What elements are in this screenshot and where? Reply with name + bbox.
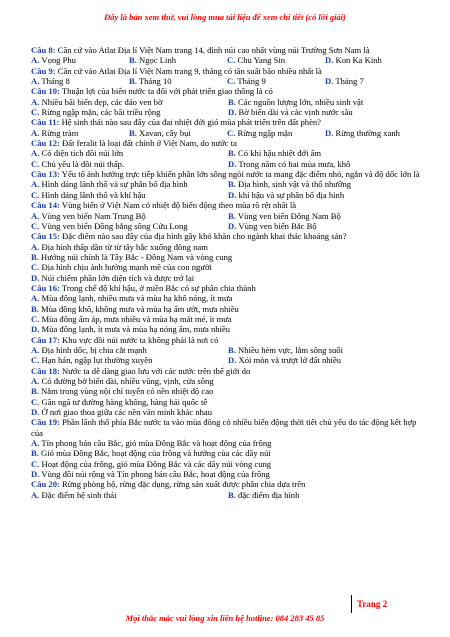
option-text: Vùng đồi núi rộng và Tín phong bán cầu Bắc, hoạt động của frông [41, 469, 270, 480]
answer-option [31, 252, 426, 262]
option-letter: B. [228, 489, 236, 500]
question-item [31, 335, 426, 366]
answer-option [31, 438, 426, 448]
option-letter: A. [31, 55, 40, 66]
option-text: Gần ngã tư đường hàng không, hàng hải quốc tế [41, 396, 208, 407]
question-label: Câu 13: [31, 169, 60, 180]
option-letter: B. [129, 76, 137, 87]
answer-option [325, 128, 423, 138]
option-letter: C. [227, 127, 236, 138]
option-letter: D. [228, 189, 237, 200]
answer-option [228, 190, 425, 200]
option-text: Có đường bờ biển dài, nhiều vũng, vịnh, cửa sông [41, 376, 214, 386]
option-text: Tháng 7 [335, 76, 364, 87]
option-text: Vùng ven biển Đồng bằng sông Cửu Long [41, 220, 188, 231]
question-text: Đặc điểm nào sau đây của địa hình gây khó khăn cho ngành khai thác khoáng sản? [62, 231, 347, 242]
option-letter: D. [31, 469, 40, 480]
answer-option [227, 76, 325, 86]
option-letter: B. [228, 179, 236, 190]
answer-option [31, 345, 228, 355]
answer-option [31, 386, 426, 396]
question-stem [31, 200, 426, 210]
answer-option [325, 55, 423, 65]
question-stem [31, 117, 426, 127]
question-item [31, 366, 426, 418]
answer-option [228, 355, 425, 365]
answer-option [325, 76, 423, 86]
option-text: Hướng núi chính là Tây Bắc - Đông Nam và vòng cung [41, 251, 233, 262]
option-text: Hình dáng lãnh thổ và sự phân bố địa hình [41, 179, 188, 190]
option-letter: C. [31, 355, 40, 366]
option-text: Rừng thường xanh [335, 127, 400, 138]
option-text: Mùa đông khô, không mưa và mùa hạ ẩm ướt, mưa nhiều [41, 303, 239, 314]
option-letter: D. [228, 220, 237, 231]
question-stem [31, 335, 426, 345]
hotline-footer: Mọi thắc mắc vui lòng xin liên hệ hotline: 084 283 45 85 [125, 613, 325, 623]
answer-option [31, 211, 228, 221]
option-letter: A. [31, 127, 40, 138]
question-item [31, 169, 426, 200]
answer-option [31, 314, 426, 324]
option-text: Rừng ngập mặn [237, 127, 293, 138]
option-text: Rừng tràm [41, 127, 79, 138]
answer-option [31, 159, 228, 169]
option-letter: B. [129, 127, 137, 138]
option-letter: C. [31, 458, 40, 469]
answer-option [228, 345, 425, 355]
answer-option [31, 304, 426, 314]
option-text: Mùa đông lạnh, nhiều mưa và mùa hạ khô nóng, ít mưa [41, 293, 233, 304]
option-letter: D. [228, 158, 237, 169]
question-stem [31, 138, 426, 148]
option-text: Mùa đông lạnh, ít mưa và mùa hạ nóng ẩm, mưa nhiều [41, 324, 231, 335]
option-letter: C. [227, 76, 236, 87]
answer-option [228, 97, 425, 107]
answer-option [31, 55, 129, 65]
option-letter: B. [228, 96, 236, 107]
option-text: Chu Yang Sin [237, 55, 286, 66]
option-letter: A. [31, 76, 40, 87]
answer-option [31, 293, 426, 303]
option-text: Vùng ven biển Bắc Bộ [238, 220, 317, 231]
option-text: Gió mùa Đông Bắc, hoạt động của frông và hướng của các dãy núi [41, 448, 271, 459]
option-letter: D. [31, 324, 40, 335]
option-text: khí hậu và sự phân bố địa hình [238, 189, 345, 200]
answer-option [31, 262, 426, 272]
option-letter: D. [31, 407, 40, 418]
question-stem [31, 231, 426, 241]
answer-option [129, 128, 227, 138]
option-text: Trong năm có hai mùa mưa, khô [238, 158, 351, 169]
option-letter: B. [31, 386, 39, 397]
answer-option [228, 148, 425, 158]
question-list [31, 45, 426, 500]
option-text: Tháng 8 [41, 76, 70, 87]
option-letter: A. [31, 241, 40, 252]
question-stem [31, 417, 426, 438]
answer-option [31, 97, 228, 107]
option-letter: B. [228, 148, 236, 159]
option-text: Chủ yếu là đồi núi thấp. [41, 158, 125, 169]
question-label: Câu 9: [31, 65, 56, 76]
answer-option [228, 159, 425, 169]
answer-option [31, 128, 129, 138]
answer-option [31, 221, 228, 231]
question-label: Câu 20: [31, 479, 60, 490]
option-letter: A. [31, 438, 40, 449]
question-text: Căn cứ vào Atlat Địa lí Việt Nam trang 14, đỉnh núi cao nhất vùng núi Trường Sơn Nam là [57, 45, 370, 55]
option-text: Mùa đông ấm áp, mưa nhiều và mùa hạ mát mẻ, ít mưa [41, 313, 232, 324]
answer-option [31, 397, 426, 407]
answer-option [31, 355, 228, 365]
answer-option [31, 76, 129, 86]
option-letter: B. [31, 251, 39, 262]
option-letter: B. [129, 55, 137, 66]
question-text: Vùng biển ở Việt Nam có nhiệt độ biến động theo mùa rõ rệt nhất là [61, 200, 297, 211]
question-stem [31, 479, 426, 489]
answer-option [31, 148, 228, 158]
question-text: Nước ta dễ dàng giao lưu với các nước trên thế giới do [62, 365, 251, 376]
option-text: Địa hình chịu ảnh hưởng mạnh mẽ của con người [41, 262, 212, 273]
option-letter: C. [31, 189, 40, 200]
option-letter: B. [31, 303, 39, 314]
answer-option [31, 376, 426, 386]
option-letter: A. [31, 293, 40, 304]
question-stem [31, 66, 426, 76]
option-text: Đặc điểm hệ sinh thái [41, 489, 117, 500]
option-text: Địa hình dốc, bị chia cắt mạnh [41, 344, 147, 355]
answer-option [227, 128, 325, 138]
page-number: Trang 2 [351, 595, 387, 613]
option-letter: C. [31, 158, 40, 169]
question-label: Câu 10: [31, 86, 60, 97]
question-item [31, 200, 426, 231]
question-text: Khu vực đồi núi nước ta không phải là nơi có [62, 334, 219, 345]
option-letter: B. [228, 344, 236, 355]
question-text: Yếu tố ảnh hưởng trực tiếp khiến phần lớn sông ngòi nước ta mang đặc điểm nhỏ, ngắn và độ dốc lớn là [61, 169, 420, 180]
option-letter: A. [31, 344, 40, 355]
answer-option [227, 55, 325, 65]
question-text: Đất feralit là loại đất chính ở Việt Nam, do nước ta [62, 138, 237, 149]
option-letter: A. [31, 489, 40, 500]
option-text: Bờ biển dài và các vịnh nước sâu [238, 107, 353, 118]
preview-notice: Đây là bản xem thử, vui lòng mua tài liệu để xem chi tiết (có lời giải) [104, 12, 346, 22]
option-text: Vọng Phu [41, 55, 76, 66]
answer-option [228, 179, 425, 189]
answer-option [31, 490, 228, 500]
option-text: Ngọc Linh [139, 55, 177, 66]
answer-option [129, 76, 227, 86]
question-item [31, 231, 426, 283]
option-text: Có khí hậu nhiệt đới ẩm [238, 148, 322, 159]
question-label: Câu 14: [31, 200, 60, 211]
option-text: Xói mòn và trượt lở đất nhiều [238, 355, 342, 366]
answer-option [228, 107, 425, 117]
option-letter: B. [31, 448, 39, 459]
question-item [31, 45, 426, 66]
question-stem [31, 283, 426, 293]
answer-option [31, 324, 426, 334]
option-text: Rừng ngập mặn, các bãi triều rộng [41, 107, 161, 118]
option-text: Nhiều bãi biển đẹp, các đảo ven bờ [41, 96, 163, 107]
option-letter: C. [227, 55, 236, 66]
question-item [31, 283, 426, 335]
option-text: Hoạt động của frông, gió mùa Đông Bắc và các dãy núi vòng cung [41, 458, 272, 469]
answer-option [129, 55, 227, 65]
question-text: Rừng phòng hộ, rừng đặc dụng, rừng sản xuất được phân chia dựa trên [62, 479, 306, 490]
answer-option [31, 459, 426, 469]
question-item [31, 417, 426, 479]
question-text: Trong chế độ khí hậu, ở miền Bắc có sự phân chia thành [61, 282, 256, 293]
question-label: Câu 16: [31, 282, 60, 293]
option-text: Địa hình, sinh vật và thổ nhưỡng [238, 179, 352, 190]
option-letter: C. [31, 220, 40, 231]
option-text: Các nguồn lượng lớn, nhiều sinh vật [238, 96, 364, 107]
option-letter: D. [325, 76, 334, 87]
option-letter: D. [228, 355, 237, 366]
question-text: Phần lãnh thổ phía Bắc nước ta vào mùa đông có nhiều biến động thời tiết chủ yếu do tác động kết hợp của [31, 417, 417, 438]
option-letter: C. [31, 396, 40, 407]
question-stem [31, 366, 426, 376]
option-text: đặc điểm địa hình [238, 489, 300, 500]
option-letter: A. [31, 179, 40, 190]
question-item [31, 86, 426, 117]
question-item [31, 479, 426, 500]
answer-option [31, 179, 228, 189]
option-letter: D. [325, 127, 334, 138]
option-text: Nằm trong vùng nội chí tuyến có nền nhiệt độ cao [41, 386, 214, 397]
option-text: Tín phong bán cầu Bắc, gió mùa Đông Bắc và hoạt động của frông [41, 438, 272, 449]
question-item [31, 117, 426, 138]
option-letter: A. [31, 96, 40, 107]
answer-option [31, 407, 426, 417]
option-letter: A. [31, 148, 40, 159]
question-text: Hệ sinh thái nào sau đây của đai nhiệt đới gió mùa phát triển trên đất phèn? [61, 117, 321, 128]
answer-option [31, 190, 228, 200]
question-label: Câu 8: [31, 45, 56, 55]
option-text: Tháng 10 [138, 76, 172, 87]
question-stem [31, 169, 426, 179]
question-label: Câu 19: [31, 417, 60, 428]
question-label: Câu 15: [31, 231, 60, 242]
option-text: Núi chiếm phần lớn diện tích và được trở lại [41, 272, 195, 283]
answer-option [228, 221, 425, 231]
option-text: Tháng 9 [237, 76, 266, 87]
question-text: Căn cứ vào Atlat Địa lí Việt Nam trang 9, tháng có tần suất bão nhiều nhất là [57, 65, 322, 76]
answer-option [228, 211, 425, 221]
question-label: Câu 17: [31, 334, 60, 345]
answer-option [31, 107, 228, 117]
answer-option [228, 490, 425, 500]
answer-option [31, 242, 426, 252]
question-text: Thuận lợi của biển nước ta đối với phát triển giao thông là có [61, 86, 273, 97]
question-stem [31, 86, 426, 96]
option-letter: A. [31, 210, 40, 221]
option-letter: D. [325, 55, 334, 66]
option-text: Ở nơi giao thoa giữa các nền văn minh khác nhau [41, 407, 213, 418]
answer-option [31, 448, 426, 458]
option-letter: D. [31, 272, 40, 283]
option-text: Có diện tích đồi núi lớn [41, 148, 124, 159]
answer-option [31, 273, 426, 283]
question-label: Câu 12: [31, 138, 60, 149]
option-text: Vùng ven biển Đông Nam Bộ [237, 210, 341, 221]
option-letter: D. [228, 107, 237, 118]
option-text: Hình dáng lãnh thổ và khí hậu [41, 189, 146, 200]
option-letter: B. [228, 210, 236, 221]
option-letter: C. [31, 262, 40, 273]
answer-option [31, 469, 426, 479]
option-text: Kon Ka Kinh [335, 55, 382, 66]
option-letter: C. [31, 107, 40, 118]
question-label: Câu 18: [31, 365, 60, 376]
option-letter: C. [31, 313, 40, 324]
question-label: Câu 11: [31, 117, 60, 128]
question-stem [31, 45, 426, 55]
question-item [31, 66, 426, 87]
option-letter: A. [31, 376, 40, 386]
option-text: Xavan, cây bụi [139, 127, 191, 138]
option-text: Hạn hán, ngập lụt thường xuyên [41, 355, 153, 366]
option-text: Vùng ven biển Nam Trung Bộ [41, 210, 146, 221]
option-text: Địa hình thấp dần từ từ tây bắc xuống đông nam [41, 241, 208, 252]
option-text: Nhiều hẻm vực, lắm sông suối [238, 344, 343, 355]
question-item [31, 138, 426, 169]
